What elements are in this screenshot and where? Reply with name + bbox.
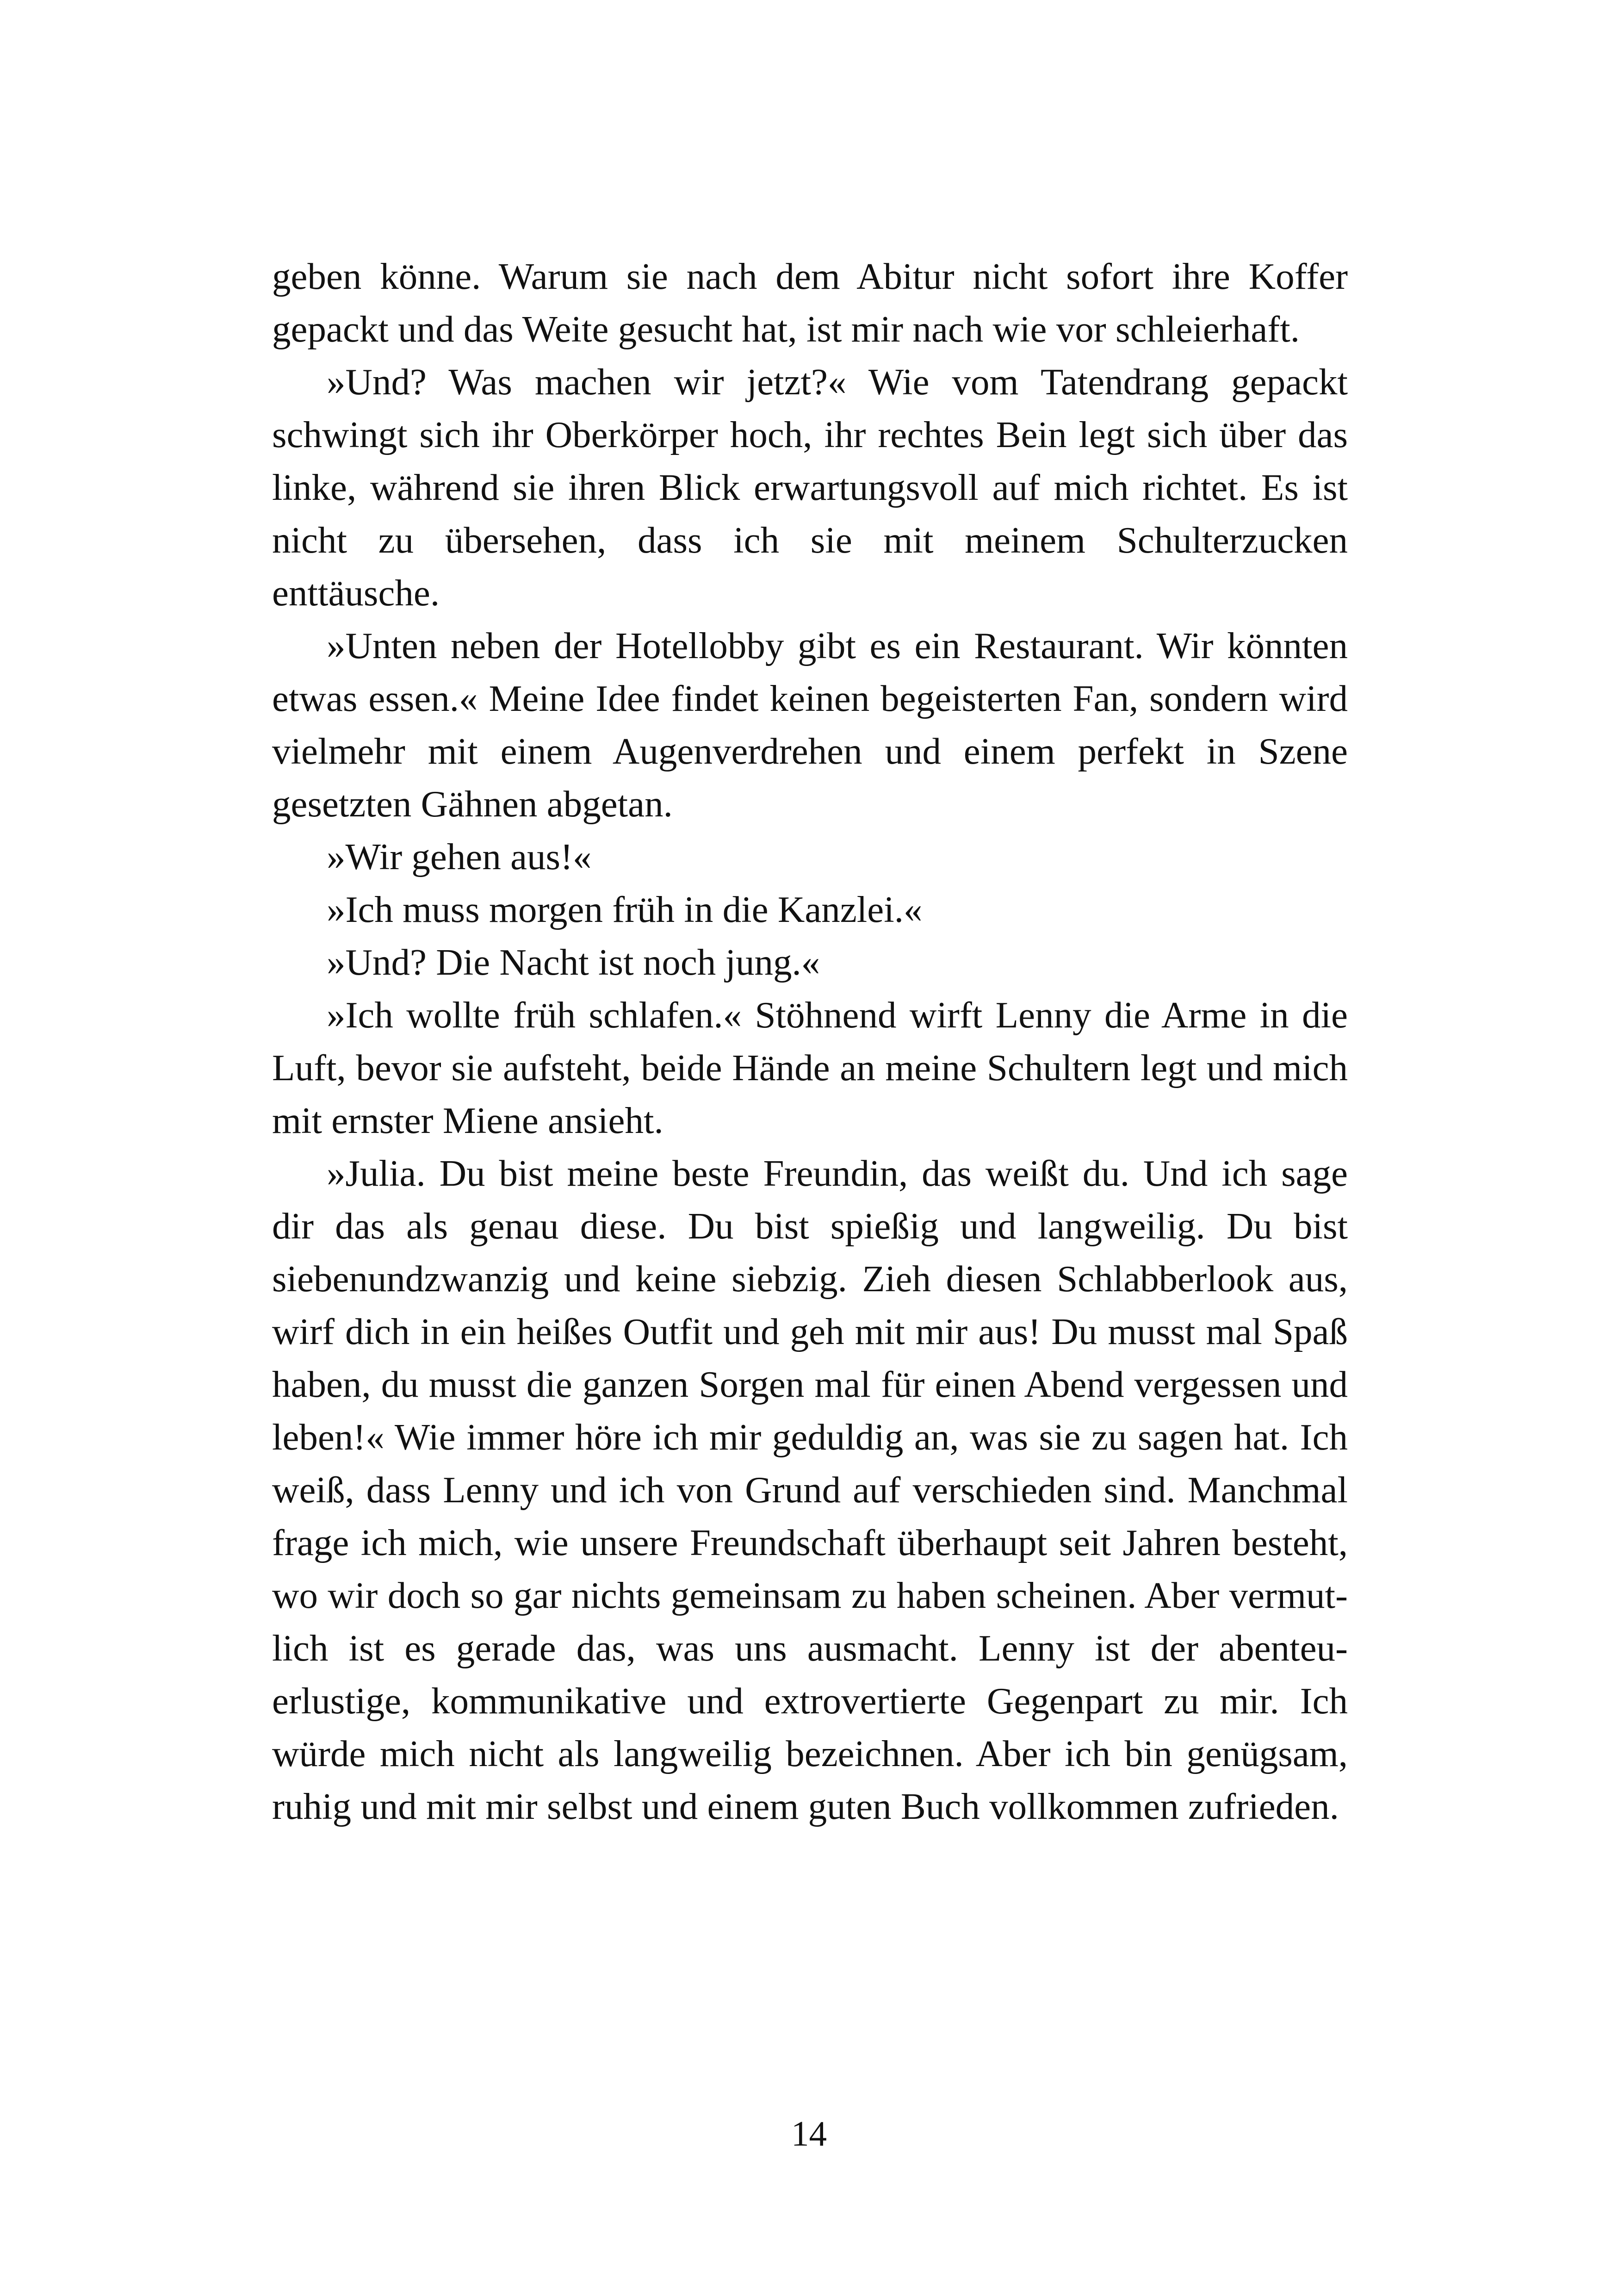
body-text — [272, 250, 1348, 1833]
paragraph-5: »Ich muss morgen früh in die Kanzlei.« — [327, 889, 923, 930]
paragraph-6: »Und? Die Nacht ist noch jung.« — [327, 941, 820, 983]
paragraph-8: »Julia. Du bist meine beste Freundin, das weißt du. Und ich sage dir das als genau diese. Du bist spießig und langweilig. Du bist siebenundzwanzig und keine siebzig. Zieh diesen Schlabberlook aus, wirf dich in ein heißes Outfit und geh mit mir aus! Du musst mal Spaß haben, du musst die ganzen Sorgen mal für einen Abend vergessen und leben!« Wie immer höre ich mir geduldig an, was sie zu sagen hat. Ich weiß, dass Lenny und ich von Grund auf verschieden sind. Manchmal frage ich mich, wie unsere Freundschaft überhaupt seit Jahren besteht, wo wir doch so gar nichts gemeinsam zu haben scheinen. Aber vermutlich ist es gerade das, was uns ausmacht. Lenny ist der abenteuerlustige, kommunikative und extrovertierte Gegenpart zu mir. Ich würde mich nicht als langweilig bezeichnen. Aber ich bin genügsam, ruhig und mit mir selbst und einem guten Buch vollkommen zufrieden. — [272, 1152, 1348, 1827]
page-number: 14 — [791, 2114, 827, 2153]
paragraph-3: »Unten neben der Hotellobby gibt es ein Restaurant. Wir könnten etwas essen.« Meine Idee findet keinen begeisterten Fan, sondern wird vielmehr mit einem Augenverdrehen und einem perfekt in Szene gesetzten Gähnen abgetan. — [272, 625, 1348, 825]
paragraph-7: »Ich wollte früh schlafen.« Stöhnend wirft Lenny die Arme in die Luft, bevor sie aufsteht, beide Hände an meine Schultern legt und mich mit ernster Miene ansieht. — [272, 994, 1348, 1141]
paragraph-2: »Und? Was machen wir jetzt?« Wie vom Tatendrang gepackt schwingt sich ihr Oberkörper hoch, ihr rechtes Bein legt sich über das linke, während sie ihren Blick erwartungsvoll auf mich richtet. Es ist nicht zu übersehen, dass ich sie mit meinem Schulterzucken enttäusche. — [272, 361, 1348, 614]
paragraph-1: geben könne. Warum sie nach dem Abitur nicht sofort ihre Koffer gepackt und das Weite gesucht hat, ist mir nach wie vor schleierhaft. — [272, 255, 1348, 350]
paragraph-4: »Wir gehen aus!« — [327, 836, 592, 877]
